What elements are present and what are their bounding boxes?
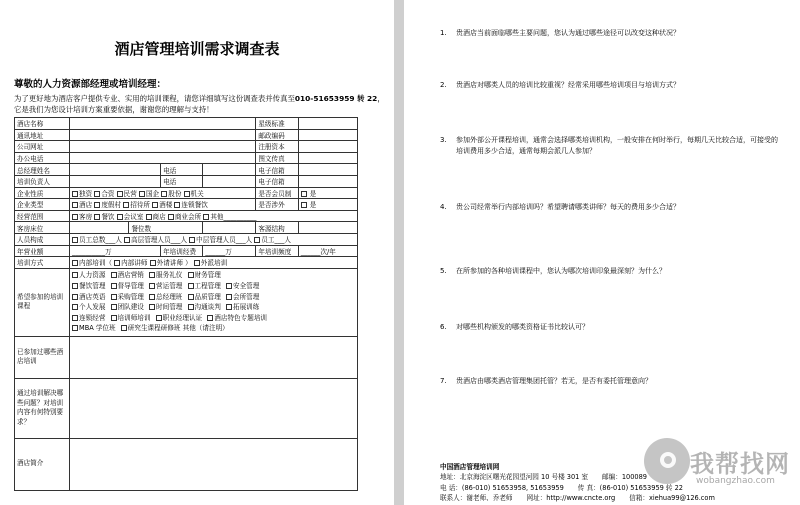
row-label: 电话	[161, 164, 203, 176]
table-row	[15, 118, 358, 130]
option-label: 会议室	[123, 213, 144, 222]
checkbox[interactable]	[189, 237, 195, 243]
checkbox[interactable]	[111, 272, 117, 278]
option-label: 团队建设	[117, 303, 144, 312]
gm-name-field[interactable]	[70, 164, 161, 176]
watermark-url: wobangzhao.com	[696, 476, 775, 486]
option-label: 品质管理	[194, 292, 221, 301]
question-number: 5.	[440, 267, 447, 275]
checkbox[interactable]	[117, 214, 123, 220]
option-label: 员工总数	[79, 236, 106, 245]
row-label: 办公电话	[15, 152, 70, 164]
option-label: 酒楼	[159, 201, 173, 210]
option-label: 招待所	[130, 201, 151, 210]
option-label: 营运管理	[156, 282, 183, 291]
checkbox[interactable]	[207, 315, 213, 321]
option-label: 员工	[261, 236, 275, 245]
org-name: 中国酒店管理培训网	[440, 463, 500, 471]
option-label: 国企	[145, 189, 160, 198]
checkbox[interactable]	[226, 304, 232, 310]
option-label: 拓展训练	[232, 303, 260, 312]
option-label: 其他	[210, 213, 224, 222]
address: 地址：北京海淀区曙光花园望河园 10 号楼 301 室	[440, 473, 589, 482]
watermark-logo-icon	[644, 438, 690, 484]
checkbox[interactable]	[117, 191, 123, 197]
option-label: 时间管理	[156, 303, 183, 312]
checkbox[interactable]	[188, 304, 194, 310]
option-label: 工程管理	[194, 282, 221, 291]
checkbox[interactable]	[226, 294, 232, 300]
question-text: 对哪些机构颁发的哪类资格证书比较认可？	[456, 323, 589, 331]
checkbox[interactable]	[72, 325, 78, 331]
question-number: 1.	[440, 29, 447, 37]
option-label: 外派培训	[200, 259, 228, 268]
table-row	[15, 245, 358, 257]
option-label: 酒店特色专题培训	[214, 313, 268, 322]
table-row	[15, 222, 358, 234]
option-label: 采购管理	[117, 292, 144, 301]
page-gutter	[394, 0, 404, 505]
row-label: 酒店简介	[15, 438, 70, 490]
document-page-right	[404, 0, 800, 505]
checkbox[interactable]	[149, 294, 155, 300]
checkbox[interactable]	[124, 237, 130, 243]
row-label: 总经理姓名	[15, 164, 70, 176]
row-label: 通过培训解决哪些问题？对培训内容有何特别要求？	[15, 378, 70, 438]
email: 信箱：xiehua99@126.com	[629, 494, 715, 503]
row-label: 图文传真	[256, 152, 298, 164]
checkbox[interactable]	[139, 191, 145, 197]
checkbox[interactable]	[123, 202, 129, 208]
row-label: 年营业额	[15, 245, 70, 257]
question-text: 在所参加的各种培训课程中，您认为哪次培训印象最深刻？为什么？	[456, 267, 666, 275]
row-label: 注册资本	[256, 141, 298, 153]
checkbox[interactable]	[152, 202, 158, 208]
option-label: 商业会所	[174, 213, 202, 222]
checkbox[interactable]	[254, 237, 260, 243]
seats-field[interactable]	[203, 222, 256, 234]
mode-options	[70, 257, 358, 269]
intro-paragraph	[14, 93, 386, 115]
option-label: 中层管理人员	[196, 236, 236, 245]
list-item	[440, 202, 780, 213]
website-field[interactable]	[70, 141, 256, 153]
checkbox[interactable]	[188, 283, 194, 289]
checkbox[interactable]	[301, 202, 307, 208]
course-line	[72, 313, 355, 324]
star-rating-field[interactable]	[298, 118, 357, 130]
row-label: 星级标准	[256, 118, 298, 130]
checkbox[interactable]	[156, 315, 162, 321]
checkbox[interactable]	[114, 260, 120, 266]
checkbox[interactable]	[146, 214, 152, 220]
checkbox[interactable]	[121, 325, 127, 331]
row-label: 企业性质	[15, 187, 70, 199]
training-head-phone-field[interactable]	[203, 175, 256, 187]
checkbox[interactable]	[174, 202, 180, 208]
option-label: 督导管理	[117, 282, 144, 291]
checkbox[interactable]	[150, 260, 156, 266]
question-number: 2.	[440, 81, 447, 89]
hotel-name-field[interactable]	[70, 118, 256, 130]
table-row	[15, 233, 358, 245]
course-line	[72, 292, 355, 303]
checkbox[interactable]	[184, 191, 190, 197]
office-phone-field[interactable]	[70, 152, 256, 164]
unit-label: 人	[245, 236, 253, 245]
row-label: 客房床位	[15, 222, 70, 234]
option-label: 连锁餐饮	[181, 201, 208, 210]
table-row	[15, 257, 358, 269]
option-label: 机关	[190, 189, 204, 198]
option-label: 培训师培训	[117, 313, 151, 322]
course-line	[72, 323, 355, 334]
row-label: 酒店名称	[15, 118, 70, 130]
option-label: 人力资源	[79, 271, 106, 280]
table-row	[15, 164, 358, 176]
checkbox[interactable]	[161, 191, 167, 197]
row-label: 已参加过哪些酒店培训	[15, 336, 70, 378]
fax: 传 真：(86-010) 51653959 转 22	[577, 483, 684, 492]
frequency-field[interactable]: ______次/年	[298, 245, 357, 257]
option-label: 高层管理人员	[131, 236, 171, 245]
checkbox[interactable]	[149, 304, 155, 310]
checkbox[interactable]	[94, 202, 100, 208]
row-label: 电子信箱	[256, 175, 298, 187]
revenue-field[interactable]: __________万	[70, 245, 161, 257]
option-label: 是	[309, 189, 317, 198]
watermark	[640, 432, 800, 494]
list-item	[440, 376, 780, 387]
hotel-intro-field[interactable]	[70, 438, 358, 490]
checkbox[interactable]	[72, 237, 78, 243]
unit-label: 人	[180, 236, 188, 245]
checkbox[interactable]	[111, 294, 117, 300]
row-label: 是否会员制	[256, 187, 298, 199]
checkbox[interactable]	[94, 191, 100, 197]
foreign-option	[298, 199, 357, 211]
checkbox[interactable]	[301, 191, 307, 197]
list-item	[440, 80, 780, 91]
table-row	[15, 141, 358, 153]
option-label: 个人发展	[79, 303, 106, 312]
checkbox[interactable]	[72, 191, 78, 197]
option-label: 财务管理	[194, 271, 221, 280]
option-label: 内部讲师	[121, 259, 148, 268]
list-item	[440, 28, 780, 39]
training-head-email-field[interactable]	[298, 175, 357, 187]
member-option	[298, 187, 357, 199]
course-options	[70, 268, 358, 336]
option-label: 度假村	[101, 201, 122, 210]
checkbox[interactable]	[168, 214, 174, 220]
option-label: 合资	[101, 189, 115, 198]
beds-field[interactable]	[70, 222, 129, 234]
list-item	[440, 135, 780, 157]
checkbox[interactable]	[111, 315, 117, 321]
question-number: 6.	[440, 323, 447, 331]
checkbox[interactable]	[72, 260, 78, 266]
unit-label: 人	[284, 236, 291, 245]
staff-options: 员工总数___人 高层管理人员___人 中层管理人员___人 员工___人	[70, 233, 358, 245]
unit-label: 万	[105, 247, 112, 256]
telephone: 电 话：(86-010) 51653958, 51653959	[440, 483, 564, 492]
checkbox[interactable]	[226, 283, 232, 289]
list-item	[440, 322, 780, 333]
nature-options	[70, 187, 256, 199]
option-label: 研究生课程研修班 其他（请注明）	[127, 324, 229, 333]
option-label: 连锁经营	[79, 313, 106, 322]
row-label: 电话	[161, 175, 203, 187]
checkbox[interactable]	[72, 294, 78, 300]
checkbox[interactable]	[72, 202, 78, 208]
option-label: 客房	[79, 213, 93, 222]
structure-field[interactable]	[298, 222, 357, 234]
option-label: 总经理班	[156, 292, 183, 301]
intro-line2: ，它是我们为您设计培训方案重要依据，谢谢您的理解与支持！	[14, 94, 385, 114]
question-number: 4.	[440, 203, 447, 211]
checkbox[interactable]	[111, 304, 117, 310]
checkbox[interactable]	[149, 283, 155, 289]
row-label: 电子信箱	[256, 164, 298, 176]
problems-field[interactable]	[70, 378, 358, 438]
row-label: 希望参加的培训课程	[15, 268, 70, 336]
option-label: 民营	[123, 189, 137, 198]
table-row	[15, 336, 358, 378]
contact-person: 联系人：谢老师、乔老师	[440, 494, 513, 503]
unit-label: 次/年	[320, 247, 336, 256]
table-row	[15, 268, 358, 336]
question-text: 贵酒店对哪类人员的培训比较重视？经常采用哪些培训项目与培训方式？	[456, 81, 680, 89]
option-label: 餐饮管理	[79, 282, 106, 291]
postcode-field[interactable]	[298, 129, 357, 141]
checkbox[interactable]	[72, 304, 78, 310]
option-label: 沟通谈判	[194, 303, 221, 312]
contact-line	[440, 493, 800, 503]
option-label: 股份	[168, 189, 182, 198]
question-number: 3.	[440, 136, 447, 144]
budget-field[interactable]: ______万	[203, 245, 256, 257]
table-row	[15, 378, 358, 438]
document-page-left	[0, 0, 394, 505]
website-link[interactable]: 网址：http://www.cncte.org	[526, 494, 616, 503]
option-label: 商店	[152, 213, 166, 222]
option-label: 独资	[79, 189, 93, 198]
checkbox[interactable]	[94, 214, 100, 220]
course-line	[72, 281, 355, 292]
checkbox[interactable]	[188, 272, 194, 278]
row-label: 年培训经费	[161, 245, 203, 257]
row-label: 邮政编码	[256, 129, 298, 141]
option-label: 安全管理	[232, 282, 260, 291]
question-text: 贵公司经常举行内部培训吗？希望聘请哪类讲师？每天的费用多少合适？	[456, 203, 680, 211]
gm-phone-field[interactable]	[203, 164, 256, 176]
fax-field[interactable]	[298, 152, 357, 164]
row-label: 客源结构	[256, 222, 298, 234]
row-label: 年培训频度	[256, 245, 298, 257]
checkbox[interactable]	[72, 315, 78, 321]
table-row	[15, 438, 358, 490]
option-label: 酒店英语	[79, 292, 106, 301]
table-row	[15, 129, 358, 141]
checkbox[interactable]	[203, 214, 209, 220]
question-text: 参加外部公开课程培训，通常会选择哪类培训机构，一般安排在何时举行，每期几天比较合适，可接受的培训费用多少合适，通常每期会派几人参加？	[456, 136, 778, 155]
option-label: 服务礼仪	[156, 271, 183, 280]
table-row	[15, 210, 358, 222]
row-label: 是否涉外	[256, 199, 298, 211]
table-row	[15, 199, 358, 211]
option-label: 酒店营销	[117, 271, 144, 280]
scope-options: 客房 餐饮 会议室 商店 商业会所 其他__________	[70, 210, 358, 222]
greeting: 尊敬的人力资源部经理或培训经理：	[14, 79, 167, 90]
row-label: 培训负责人	[15, 175, 70, 187]
checkbox[interactable]	[194, 260, 200, 266]
survey-form-table	[14, 117, 358, 491]
option-label: 内部培训（	[79, 259, 113, 268]
list-item	[440, 266, 780, 277]
table-row	[15, 187, 358, 199]
address-field[interactable]	[70, 129, 256, 141]
option-label: 是	[309, 201, 317, 210]
row-label: 企业类型	[15, 199, 70, 211]
table-row	[15, 152, 358, 164]
row-label: 培训方式	[15, 257, 70, 269]
row-label: 公司网址	[15, 141, 70, 153]
intro-line1: 为了更好地为酒店客户提供专业、实用的培训课程，请您详细填写这份调查表并传真至	[14, 94, 295, 103]
option-label: 职业经理认证	[162, 313, 203, 322]
watermark-brand: 我帮找网	[690, 450, 790, 478]
intro-fax-number: 010-51653959 转 22	[294, 94, 378, 103]
capital-field[interactable]	[298, 141, 357, 153]
unit-label: 万	[225, 247, 232, 256]
gm-email-field[interactable]	[298, 164, 357, 176]
option-label: 餐饮	[101, 213, 115, 222]
question-number: 7.	[440, 377, 447, 385]
page-title: 酒店管理培训需求调查表	[114, 40, 280, 58]
checkbox[interactable]	[149, 272, 155, 278]
attended-field[interactable]	[70, 336, 358, 378]
question-text: 贵酒店由哪类酒店管理集团托管？若无，是否有委托管理意向？	[456, 377, 652, 385]
course-line	[72, 302, 355, 313]
row-label: 经营范围	[15, 210, 70, 222]
row-label: 通讯地址	[15, 129, 70, 141]
unit-label: 人	[115, 236, 122, 245]
option-label: 酒店	[79, 201, 93, 210]
option-label: 外请讲师 ）	[156, 259, 192, 268]
row-label: 餐位数	[129, 222, 203, 234]
row-label: 人员构成	[15, 233, 70, 245]
checkbox[interactable]	[72, 283, 78, 289]
option-label: 会所管理	[232, 292, 260, 301]
option-label: MBA 学位班	[79, 324, 116, 333]
checkbox[interactable]	[72, 214, 78, 220]
postcode: 邮编：100089	[602, 473, 647, 482]
checkbox[interactable]	[188, 294, 194, 300]
course-line	[72, 270, 355, 281]
question-text: 贵酒店当前面临哪些主要问题，您认为通过哪些途径可以改变这种状况？	[456, 29, 680, 37]
checkbox[interactable]	[111, 283, 117, 289]
type-options	[70, 199, 256, 211]
training-head-field[interactable]	[70, 175, 161, 187]
table-row	[15, 175, 358, 187]
checkbox[interactable]	[72, 272, 78, 278]
